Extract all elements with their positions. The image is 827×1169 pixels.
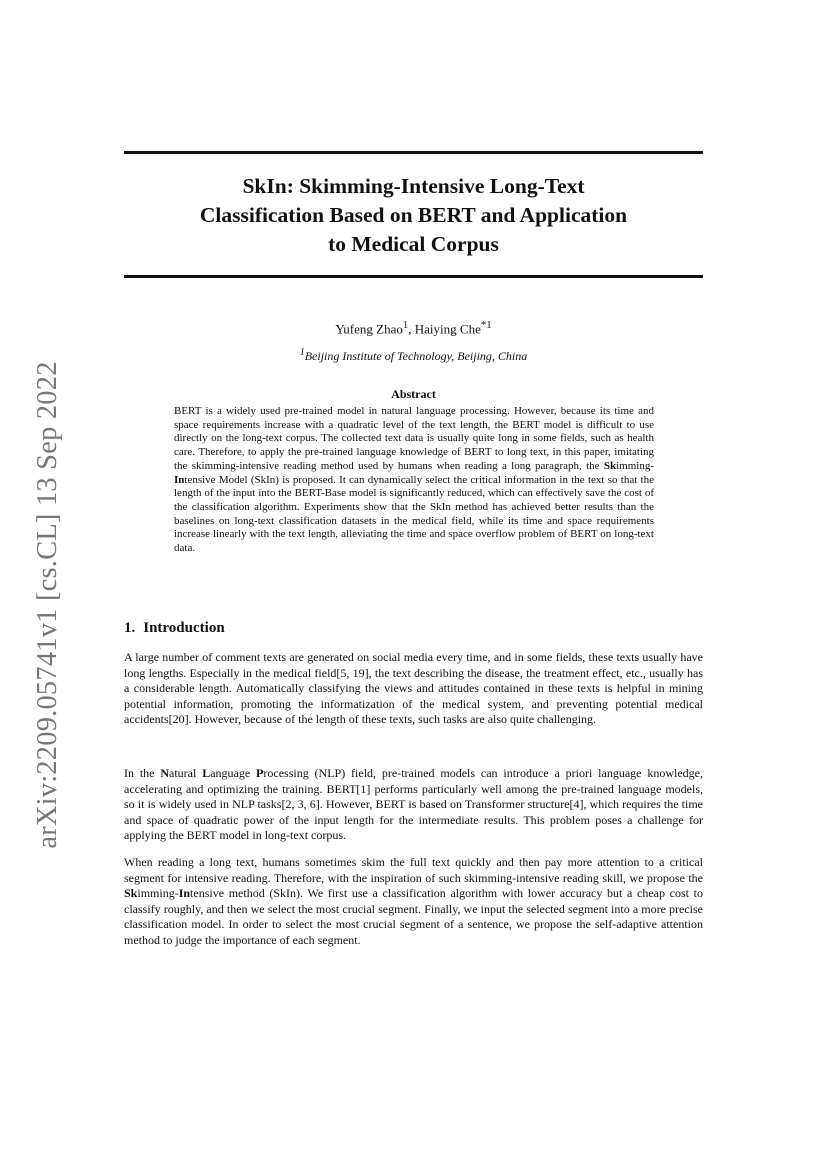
author-2-affiliation-mark: *1 [480,319,492,331]
title-rule-bottom [124,275,703,278]
p2-text-3: rocessing (NLP) field, pre-trained models can introduce a priori language knowledge, accelerating and optimizing the training. BERT[1] performs particularly well among the pre-trained language models, so it is widely used in NLP tasks[2, 3, 6]. However, BERT is based on Transformer structure[4], which requires the time and space of quadratic power of the input length for the intermediate results. This problem poses a challenge for applying the BERT model in long-text corpus. [124,766,703,842]
title-rule-top [124,151,703,154]
p2-bold-p: P [256,766,264,780]
abstract-text-2: imming- [616,459,654,472]
affiliation [124,347,703,364]
abstract-text-3: tensive Model (SkIn) is proposed. It can dynamically select the critical information in the text so that the length of the input into the BERT-Base model is significantly reduced, which can effectively save the cost of the classification algorithm. Experiments show that the SkIn method has achieved better results than the baselines on long-text classification datasets in the medical field, while its time and space requirements increase linearly with the text length, alleviating the time and space overflow problem of BERT on long-text data. [174,473,654,555]
abstract-bold-sk: Sk [603,459,617,472]
arxiv-identifier-margin [28,361,68,849]
p3-text-2: tensive method (SkIn). We first use a classification algorithm with lower accuracy but a cheap cost to classify roughly, and then we select the most crucial segment. Finally, we input the selected segment into a more precise classification model. In order to select the most crucial segment of a sentence, we propose the self-adaptive attention method to judge the importance of each segment. [124,886,703,947]
affiliation-mark: 1 [299,347,305,358]
p3-text-1: imming- [137,886,179,900]
p2-text-2: anguage [210,766,257,780]
title-line-1: SkIn: Skimming-Intensive Long-Text [242,174,585,198]
section-number: 1. [124,620,136,636]
author-list [124,319,703,337]
author-1-affiliation-mark: 1 [402,319,409,331]
arxiv-identifier: arXiv:2209.05741v1 [cs.CL] 13 Sep 2022 [32,361,63,849]
paper-title [124,172,703,259]
section-title: Introduction [143,620,225,636]
abstract-bold-in: In [174,473,185,486]
p3-bold-sk: Sk [124,886,138,900]
section-heading-introduction [124,620,225,637]
title-line-2: Classification Based on BERT and Application [199,203,628,227]
author-1: Yufeng Zhao [335,321,403,337]
abstract-text-1: BERT is a widely used pre-trained model in natural language processing. However, because its time and space requirements increase with a quadratic level of the text length, the BERT model is difficult to use directly on the long-text corpus. The collected text data is usually quite long in some fields, such as health care. Therefore, to apply the pre-trained language knowledge of BERT to long text, in this paper, imitating the skimming-intensive reading method used by humans when reading a long paragraph, the [174,405,654,472]
p3-bold-in: In [178,886,191,900]
affiliation-text: Beijing Institute of Technology, Beijing, China [304,349,528,363]
intro-paragraph-1: A large number of comment texts are generated on social media every time, and in some fields, these texts usually have long lengths. Especially in the medical field[5, 19], the text describing the disease, the treatment effect, etc., usually has a considerable length. Automatically classifying the views and attitudes contained in these texts is helpful in mining potential information, promoting the informatization of the medical system, and preventing potential medical accidents[20]. However, because of the length of these texts, such tasks are also quite challenging. [124,650,703,726]
title-line-3: to Medical Corpus [328,232,499,256]
p2-bold-l: L [202,766,211,780]
abstract-body [174,405,654,556]
intro-paragraph-2 [124,766,703,844]
p2-text-pre: In the [124,766,161,780]
author-separator: , [408,321,415,337]
p2-bold-n: N [160,766,170,780]
p3-text-pre: When reading a long text, humans sometimes skim the full text quickly and then pay more attention to a critical segment for intensive reading. Therefore, with the inspiration of such skimming-intensive reading skill, we propose the [124,855,703,885]
abstract-heading: Abstract [391,387,436,401]
intro-paragraph-3 [124,855,703,948]
p2-text-1: atural [169,766,203,780]
author-2: Haiying Che [414,321,481,337]
